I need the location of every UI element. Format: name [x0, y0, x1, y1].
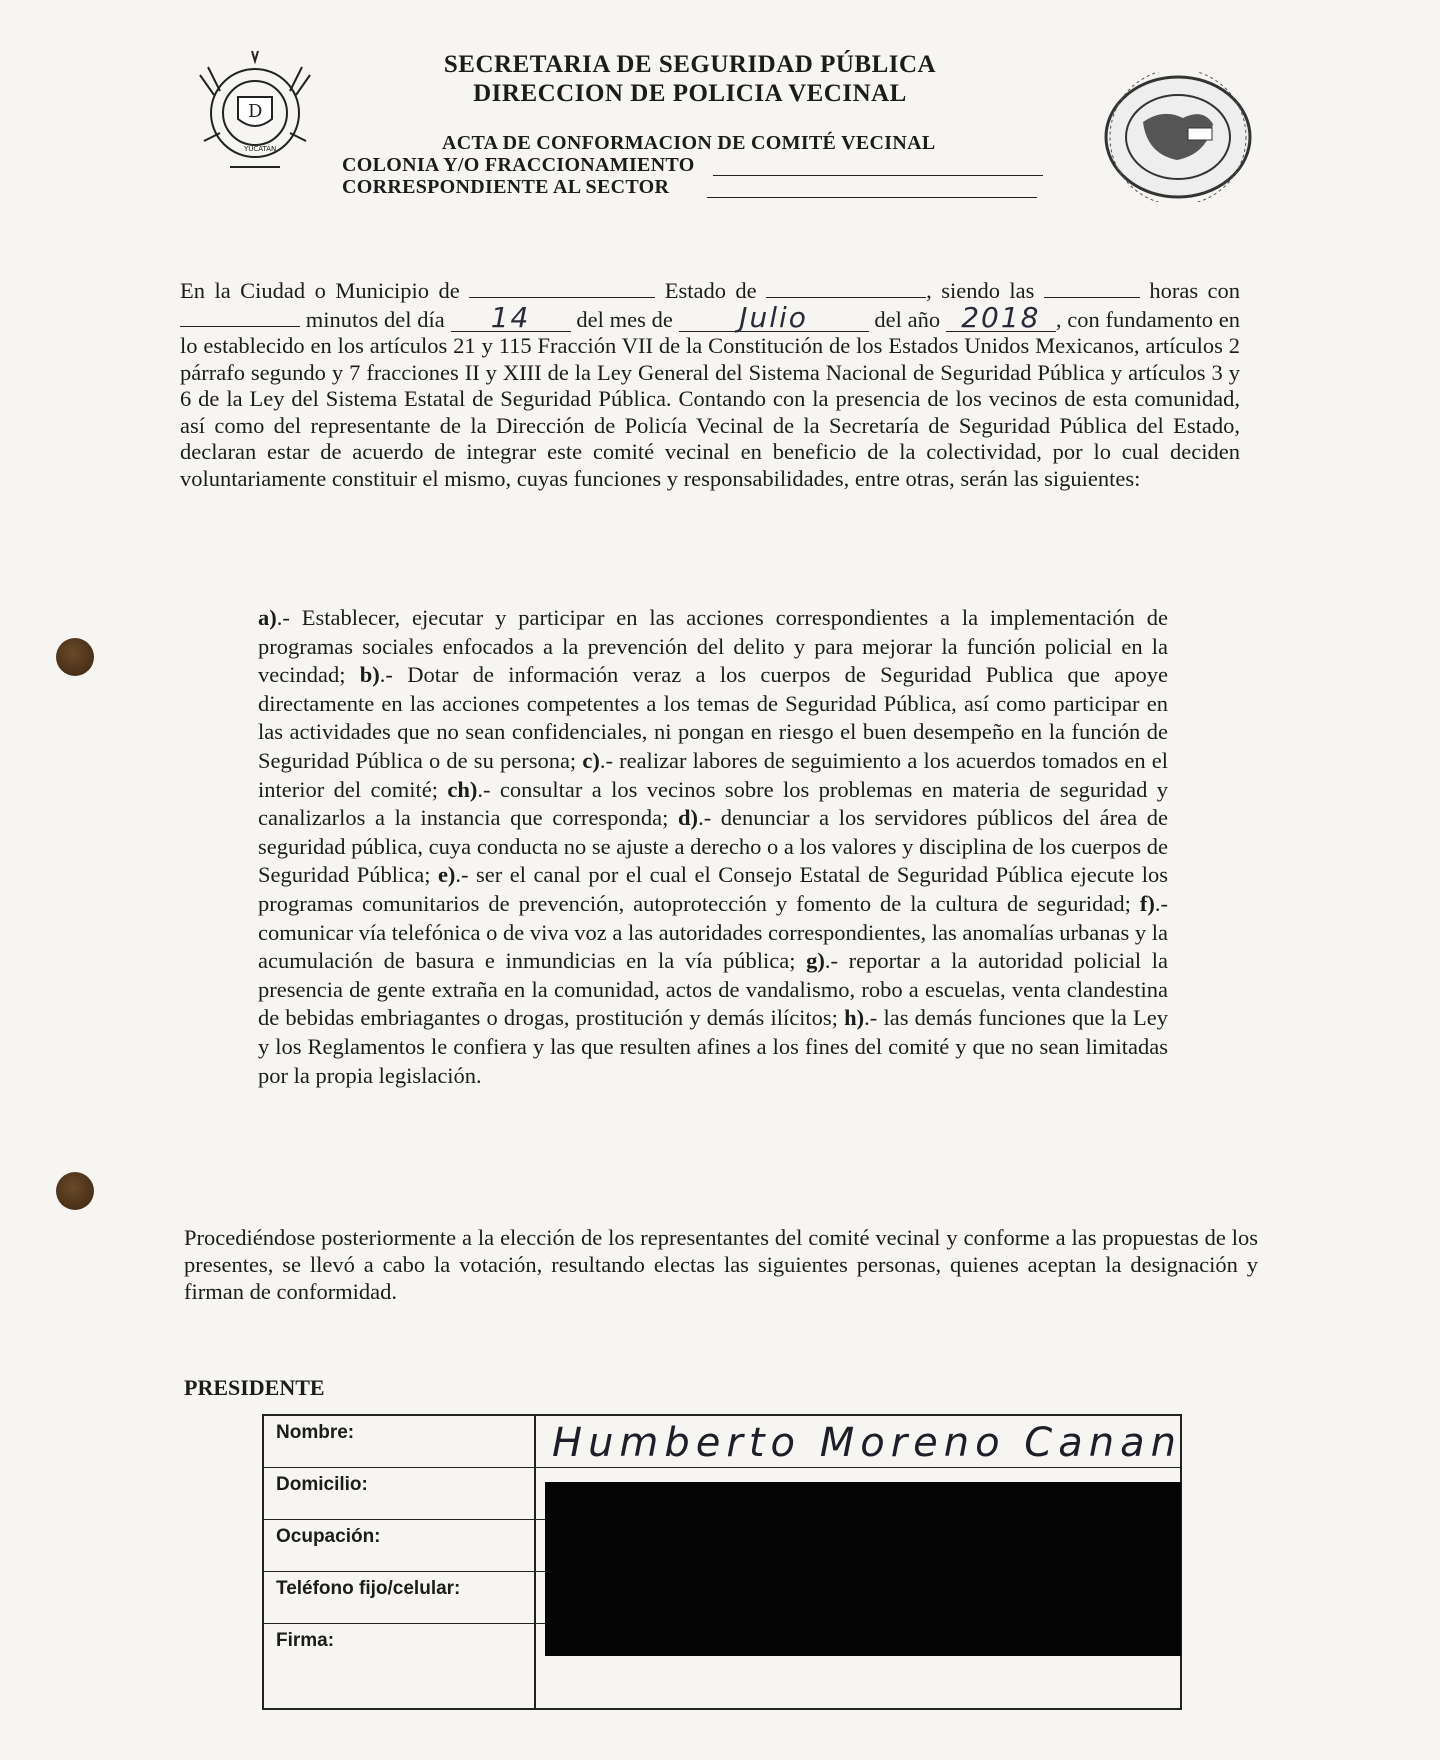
sector-label: CORRESPONDIENTE AL SECTOR: [342, 176, 670, 198]
colonia-label: COLONIA Y/O FRACCIONAMIENTO: [342, 154, 695, 176]
name-cell: [536, 1416, 1180, 1468]
clause-h: .- las demás funciones que la Ley y los Reglamentos le confiera y las que resulten afines a los fines del comité y que no sean limitadas por la propia legislación.: [258, 1005, 1169, 1088]
minutes-blank: [180, 308, 300, 327]
hours-blank: [1044, 279, 1140, 298]
clause-g-label: g): [806, 948, 825, 974]
clause-a: .- Establecer, ejecutar y participar en las acciones correspondientes a la implementación de programas sociales enfocados a la prevención del delito y para mejorar la función policial en la vecindad;: [258, 605, 1168, 688]
clause-f: .- comunicar vía telefónica o de viva voz a las autoridades correspondientes, las anomalías urbanas y la acumulación de basura e inmundicias en la vía pública;: [258, 890, 1168, 974]
colonia-blank: [713, 161, 1043, 176]
clause-ch: .- consultar a los vecinos sobre los problemas en materia de seguridad y canalizarlos a la instancia que corresponda;: [258, 776, 1168, 831]
clause-e-label: e): [437, 862, 456, 888]
sector-row: [342, 176, 1102, 198]
year-handwritten: 2018: [946, 305, 1056, 332]
minutes-label: horas con: [1149, 278, 1241, 303]
clause-d: .- denunciar a los servidores públicos del área de seguridad pública, cuya conducta no se ajuste a derecho o a los valores y disciplina de los cuerpos de Seguridad Pública;: [258, 805, 1168, 888]
label-column: [264, 1416, 536, 1708]
clause-a-label: a): [258, 605, 277, 630]
president-heading: PRESIDENTE: [184, 1375, 325, 1400]
signature-label: Firma:: [276, 1630, 335, 1651]
binder-hole-top: [56, 638, 94, 676]
occupation-label: Ocupación:: [264, 1520, 534, 1572]
month-handwritten: Julio: [679, 305, 869, 332]
day-handwritten: 14: [451, 305, 571, 332]
document-title: [400, 50, 980, 108]
state-council-seal-logo: [1098, 72, 1258, 202]
acta-heading: ACTA DE CONFORMACION DE COMITÉ VECINAL: [442, 132, 936, 154]
redaction-block: [545, 1482, 1181, 1656]
city-blank: [469, 279, 655, 298]
hours-label: , siendo las: [926, 278, 1035, 303]
intro-text: , con fundamento en lo establecido en los artículos 21 y 115 Fracción VII de la Constitución de los Estados Unidos Mexicanos, artículos 2 párrafo segundo y 7 fracciones II y XIII de la Ley General del Sistema Nacional de Seguridad Pública y artículos 3 y 6 de la Ley del Sistema Estatal de Seguridad Pública. Contando con la presencia de los vecinos de esta comunidad, así como del representante de la Dirección de Policía Vecinal de la Secretaría de Seguridad Pública del Estado, declaran estar de acuerdo de integrar este comité vecinal en beneficio de la colectividad, por lo cual deciden voluntariamente constituir el mismo, cuyas funciones y responsabilidades, entre otras, serán las siguientes:: [180, 306, 1240, 491]
title-line-2: DIRECCION DE POLICIA VECINAL: [473, 80, 907, 107]
state-label: Estado de: [664, 278, 757, 303]
clause-d-label: d): [678, 805, 699, 831]
functions-list: [258, 604, 1168, 1090]
svg-text:YUCATÁN: YUCATÁN: [244, 145, 277, 153]
colonia-row: [342, 154, 1102, 176]
phone-label: Teléfono fijo/celular:: [264, 1572, 534, 1624]
clause-ch-label: ch): [447, 776, 478, 802]
year-label: del año: [874, 306, 941, 332]
closing-paragraph: Procediéndose posteriormente a la elección de los representantes del comité vecinal y conforme a las propuestas de los presentes, se llevó a cabo la votación, resultando electas las siguientes personas, quienes aceptan la designación y firman de conformidad.: [184, 1225, 1258, 1304]
police-emblem-logo: [190, 45, 320, 175]
name-label: Nombre:: [264, 1416, 534, 1468]
state-blank: [766, 279, 926, 298]
month-label: del mes de: [576, 306, 673, 332]
clause-e: .- ser el canal por el cual el Consejo Estatal de Seguridad Pública ejecute los programas comunitarios de prevención, autoprotección y fomento de la cultura de seguridad;: [258, 862, 1168, 916]
clause-f-label: f): [1139, 890, 1155, 916]
clause-g: .- reportar a la autoridad policial la presencia de gente extraña en la comunidad, actos de vandalismo, robo a escuelas, venta clandestina de bebidas embriagantes o drogas, prostitución y demás ilícitos;: [258, 948, 1169, 1031]
handwritten-name: Humberto Moreno Canan: [552, 1420, 1182, 1466]
clause-c-label: c): [582, 747, 600, 773]
day-label: minutos del día: [305, 306, 445, 332]
clause-b: .- Dotar de información veraz a los cuerpos de Seguridad Publica que apoye directamente en las acciones competentes a los temas de Seguridad Pública, así como participar en las actividades que no sean confidenciales, ni pongan en riesgo el buen desempeño en la función de Seguridad Pública o de su persona;: [258, 662, 1169, 773]
intro-paragraph: [180, 278, 1240, 492]
city-label: En la Ciudad o Municipio de: [180, 278, 460, 303]
title-line-1: SECRETARIA DE SEGURIDAD PÚBLICA: [443, 51, 937, 78]
svg-text:D: D: [248, 101, 263, 122]
binder-hole-bottom: [56, 1172, 94, 1210]
document-subtitle: [342, 132, 1102, 198]
clause-c: .- realizar labores de seguimiento a los acuerdos tomados en el interior del comité;: [258, 747, 1168, 802]
clause-b-label: b): [359, 662, 380, 688]
clause-h-label: h): [844, 1005, 865, 1031]
sector-blank: [707, 183, 1037, 198]
address-label: Domicilio:: [264, 1468, 534, 1520]
